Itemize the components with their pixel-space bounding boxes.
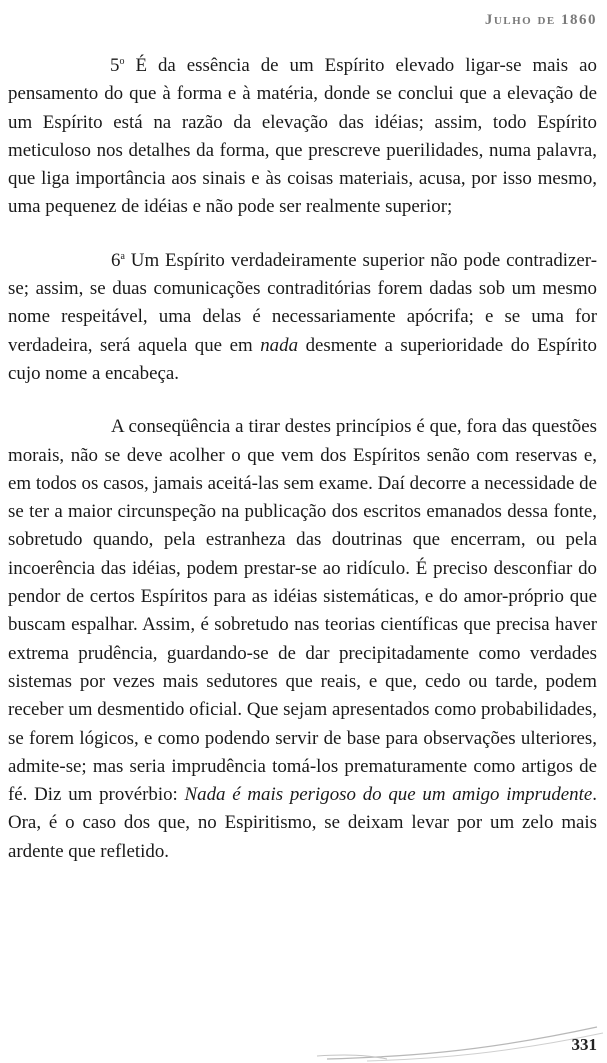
page-ornament-icon [307, 1023, 607, 1063]
page-number: 331 [571, 1035, 597, 1054]
paragraph-5 [8, 52, 597, 222]
paragraph-text: A conseqüência a tirar destes princípios é que, fora das questões morais, não se deve acolher o que vem dos Espíritos senão com reservas e, em todos os casos, jamais aceitá-las sem exame. Daí decorre a necessidade de se ter a maior circunspeção na publicação dos escritos emanados dessa fonte, sobretudo quando, pela estranheza das doutrinas que encerram, ou pela incoerência das idéias, podem prestar-se ao ridículo. É preciso desconfiar do pendor de certos Espíritos para as idéias sistemáticas, e do amor-próprio que buscam espalhar. Assim, é sobretudo nas teorias científicas que precisa haver extrema prudência, guardando-se de dar precipitadamente como verdades sistemas por vezes mais sedutores que reais, e que, cedo ou tarde, podem receber um desmentido oficial. Que sejam apresentados como probabilidades, se forem lógicos, e como podendo servir de base para observações ulteriores, admite-se; mas seria imprudência tomá-los prematuramente como artigos de fé. Diz um provérbio: [8, 416, 597, 806]
paragraph-text: . Ora, é o caso dos que, no Espiritismo, se deixam levar por um zelo mais ardente que refletido. [8, 784, 597, 862]
paragraph-text: É da essência de um Espírito elevado ligar-se mais ao pensamento do que à forma e à matéria, donde se conclui que a elevação de um Espírito está na razão da elevação das idéias; assim, todo Espírito meticuloso nos detalhes da forma, que prescreve puerilidades, numa palavra, que liga importância aos sinais e às coisas materiais, acusa, por isso mesmo, uma pequenez de idéias e não pode ser realmente superior; [8, 55, 597, 218]
item-number: 5 [110, 55, 120, 76]
paragraph-conclusion [8, 413, 597, 866]
proverb-quote: Nada é mais perigoso do que um amigo imprudente [184, 784, 593, 806]
paragraph-text: Um Espírito verdadeiramente superior não pode contradizer-se; assim, se duas comunicações contraditórias forem dadas sob um mesmo nome respeitável, uma delas é necessariamente apócrifa; e se uma for verdadeira, será aquela que em [8, 249, 597, 356]
paragraph-6 [8, 247, 597, 388]
paragraph-text: desmente a superioridade do Espírito cujo nome a encabeça. [8, 334, 597, 384]
ordinal-mark: a [120, 250, 125, 262]
page-body [8, 52, 597, 891]
item-number: 6 [111, 249, 121, 271]
ordinal-mark: o [119, 56, 125, 67]
emphasis: nada [260, 334, 299, 356]
running-head: Julho de 1860 [484, 12, 597, 28]
